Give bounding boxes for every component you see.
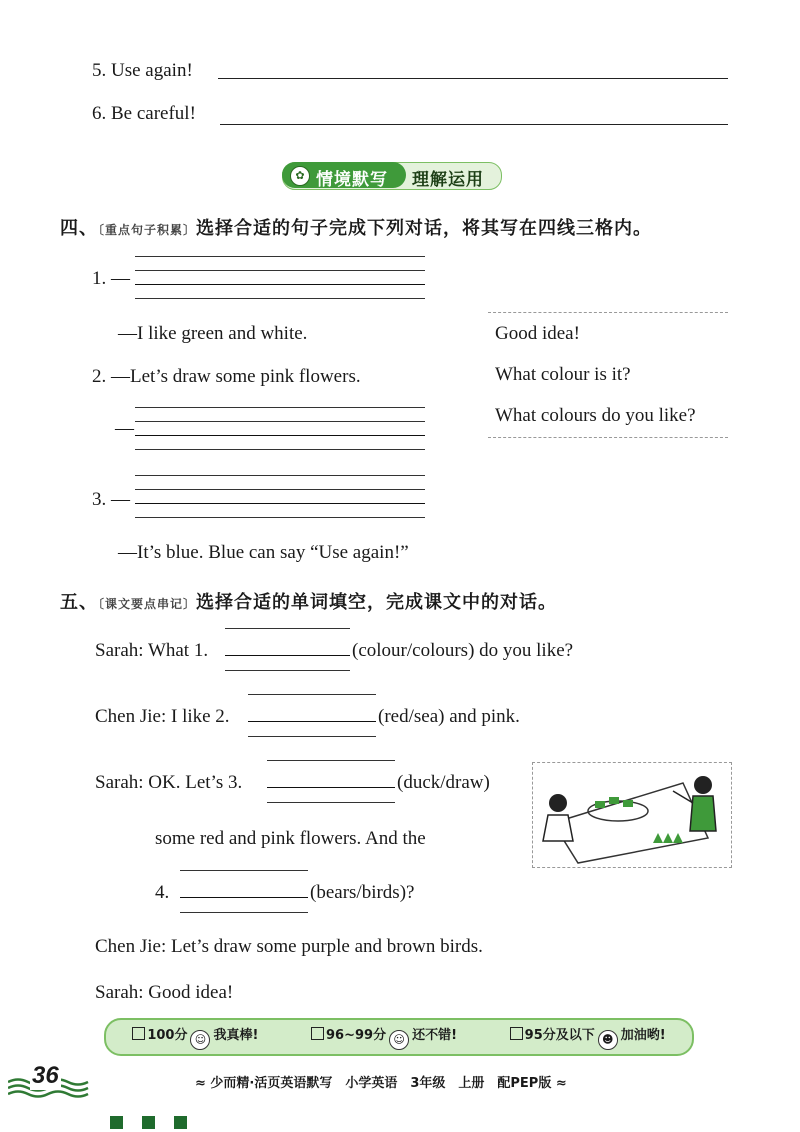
q5-line3-b: (duck/draw) <box>397 772 490 793</box>
q4-item2-prompt: 2. —Let’s draw some pink flowers. <box>92 366 361 387</box>
corner-square <box>110 1116 123 1129</box>
score-option-1[interactable]: 100分 ☺ 我真棒! <box>132 1024 258 1050</box>
option-2: What colour is it? <box>495 364 631 385</box>
blank-4[interactable] <box>180 897 308 898</box>
q4-tag: 〔重点句子积累〕 <box>98 223 197 237</box>
cheer-face-icon: ☻ <box>598 1030 618 1050</box>
checkbox-icon <box>132 1027 145 1040</box>
blank-1[interactable] <box>225 655 350 656</box>
four-line-3a[interactable] <box>135 475 425 476</box>
blank-3[interactable] <box>267 787 395 788</box>
corner-square <box>142 1116 155 1129</box>
q5-line7: Sarah: Good idea! <box>95 982 234 1003</box>
score-option-2[interactable]: 96~99分 ☺ 还不错! <box>311 1024 457 1050</box>
corner-square <box>174 1116 187 1129</box>
smile-face-icon: ☺ <box>389 1030 409 1050</box>
answer-line-6[interactable] <box>220 124 728 125</box>
q5-heading: 五、〔课文要点串记〕选择合适的单词填空，完成课文中的对话。 <box>60 592 558 613</box>
option-1: Good idea! <box>495 323 580 344</box>
score-option-3[interactable]: 95分及以下 ☻ 加油哟! <box>510 1024 666 1050</box>
page-number: 36 <box>32 1062 59 1089</box>
q5-tag: 〔课文要点串记〕 <box>98 597 197 611</box>
q4-heading: 四、〔重点句子积累〕选择合适的句子完成下列对话，将其写在四线三格内。 <box>60 218 653 239</box>
four-line-2a[interactable] <box>135 407 425 408</box>
item-5-label: 5. Use again! <box>92 60 193 81</box>
q5-line6: Chen Jie: Let’s draw some purple and brown birds. <box>95 936 483 957</box>
medal-icon: ✿ <box>290 166 310 186</box>
four-line-1a[interactable] <box>135 256 425 257</box>
q4-item2-prefix: — <box>115 418 134 439</box>
q5-line5-a: 4. <box>155 882 170 903</box>
q5-line2-a: Chen Jie: I like 2. <box>95 706 230 727</box>
q5-line4: some red and pink flowers. And the <box>155 828 426 849</box>
section-badge-right: 理解运用 <box>412 170 484 190</box>
q5-line3-a: Sarah: OK. Let’s 3. <box>95 772 243 793</box>
q5-line2-b: (red/sea) and pink. <box>378 706 520 727</box>
q5-line1-b: (colour/colours) do you like? <box>352 640 574 661</box>
q5-line1-a: Sarah: What 1. <box>95 640 209 661</box>
score-bar <box>104 1018 694 1056</box>
illustration-children-drawing <box>532 762 732 868</box>
item-6-label: 6. Be careful! <box>92 103 196 124</box>
q4-item3-prefix: 3. — <box>92 489 130 510</box>
checkbox-icon <box>311 1027 324 1040</box>
blank-2[interactable] <box>248 721 376 722</box>
section-badge-left: 情境默写 <box>316 170 388 190</box>
checkbox-icon <box>510 1027 523 1040</box>
book-info: ≈ 少而精·活页英语默写 小学英语 3年级 上册 配PEP版 ≈ <box>195 1076 567 1091</box>
q4-item1-reply: —I like green and white. <box>118 323 308 344</box>
q4-item1-prefix: 1. — <box>92 268 130 289</box>
answer-line-5[interactable] <box>218 78 728 79</box>
q5-line5-b: (bears/birds)? <box>310 882 415 903</box>
happy-face-icon: ☺ <box>190 1030 210 1050</box>
q4-item3-reply: —It’s blue. Blue can say “Use again!” <box>118 542 409 563</box>
option-3: What colours do you like? <box>495 405 696 426</box>
